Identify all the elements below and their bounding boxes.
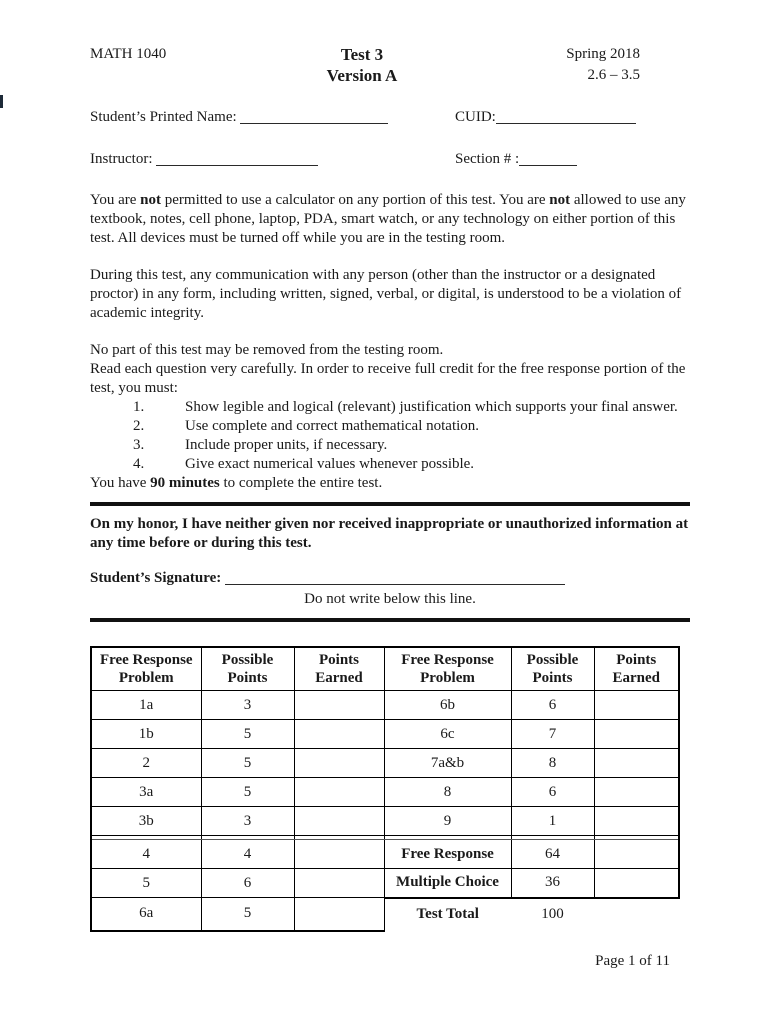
points-earned-cell <box>294 749 384 778</box>
table-row <box>91 749 679 778</box>
possible-points-cell: 7 <box>511 720 594 749</box>
col-header: Points Earned <box>294 647 384 691</box>
points-earned-cell <box>594 778 679 807</box>
possible-points-cell: 3 <box>201 807 294 836</box>
test-title-block <box>327 44 398 86</box>
problem-cell: 6c <box>384 720 511 749</box>
p1-bold-not: not <box>549 192 571 208</box>
credit-requirements-intro: Read each question very carefully. In order to receive full credit for the free response portion of the test, you must: <box>90 361 686 396</box>
possible-points-cell: 5 <box>201 898 294 931</box>
points-earned-cell <box>594 749 679 778</box>
score-table-header-row <box>91 647 679 691</box>
term-block <box>425 44 690 86</box>
list-text: Give exact numerical values whenever possible. <box>185 456 475 472</box>
problem-cell: 1a <box>91 691 201 720</box>
points-earned-cell <box>594 898 679 931</box>
credit-requirements-block <box>90 360 690 493</box>
points-earned-cell <box>294 869 384 898</box>
points-earned-cell <box>294 778 384 807</box>
score-table <box>90 646 680 932</box>
removal-policy-paragraph: No part of this test may be removed from the testing room. <box>90 342 444 358</box>
signature-row <box>90 569 690 589</box>
possible-points-cell: 8 <box>511 749 594 778</box>
divider-rule-top <box>90 502 690 506</box>
problem-cell: 9 <box>384 807 511 836</box>
possible-points-cell: 6 <box>511 778 594 807</box>
points-earned-cell <box>594 840 679 869</box>
possible-points-cell: 3 <box>201 691 294 720</box>
possible-points-cell: 1 <box>511 807 594 836</box>
list-text: Include proper units, if necessary. <box>185 437 388 453</box>
summary-label-cell: Multiple Choice <box>384 869 511 898</box>
table-row <box>91 778 679 807</box>
honor-statement: On my honor, I have neither given nor received inappropriate or unauthorized information at any time before or during this test. <box>90 516 689 551</box>
list-number: 3. <box>133 437 145 453</box>
col-header: Possible Points <box>201 647 294 691</box>
list-text: Use complete and correct mathematical notation. <box>185 418 480 434</box>
calculator-policy-paragraph <box>90 191 690 248</box>
instructor-blank <box>156 165 318 166</box>
signature-label: Student’s Signature: <box>90 570 222 586</box>
list-number: 1. <box>133 399 145 415</box>
test-version: Version A <box>326 66 398 85</box>
divider-rule-bottom <box>90 618 690 622</box>
points-earned-cell <box>594 807 679 836</box>
col-header: Possible Points <box>511 647 594 691</box>
printed-name-label: Student’s Printed Name: <box>90 109 237 125</box>
list-item <box>90 436 690 455</box>
possible-points-cell: 5 <box>201 749 294 778</box>
section-label: Section # : <box>455 151 520 167</box>
possible-points-cell: 100 <box>511 898 594 931</box>
page-content <box>90 44 690 932</box>
possible-points-cell: 6 <box>511 691 594 720</box>
table-row <box>91 840 679 869</box>
list-text: Show legible and logical (relevant) justification which supports your final answer. <box>185 399 678 415</box>
problem-cell: 6a <box>91 898 201 931</box>
list-item <box>90 455 690 474</box>
printed-name-blank <box>240 123 388 124</box>
table-row <box>91 720 679 749</box>
sections-covered: 2.6 – 3.5 <box>587 67 640 83</box>
col-header: Points Earned <box>594 647 679 691</box>
col-header: Free Response Problem <box>91 647 201 691</box>
points-earned-cell <box>294 898 384 931</box>
closing-text: to complete the entire test. <box>219 475 383 491</box>
problem-cell: 2 <box>91 749 201 778</box>
table-row <box>91 898 679 931</box>
requirements-list <box>90 398 690 474</box>
scan-artifact <box>0 95 3 108</box>
possible-points-cell: 6 <box>201 869 294 898</box>
communication-policy-paragraph: During this test, any communication with any person (other than the instructor or a designated proctor) in any form, including written, signed, verbal, or digital, is understood to be a violation of academic integrity. <box>90 267 682 321</box>
points-earned-cell <box>294 807 384 836</box>
table-row <box>91 869 679 898</box>
list-item <box>90 398 690 417</box>
points-earned-cell <box>294 840 384 869</box>
instructor-section-row <box>90 150 690 170</box>
problem-cell: 8 <box>384 778 511 807</box>
do-not-write-note: Do not write below this line. <box>304 591 476 607</box>
col-header: Free Response Problem <box>384 647 511 691</box>
table-row <box>91 691 679 720</box>
possible-points-cell: 4 <box>201 840 294 869</box>
problem-cell: 4 <box>91 840 201 869</box>
p1-text: allowed to use any textbook, notes, cell phone, laptop, PDA, smart watch, or any technology on either portion of this test. All devices must be turned off while you are in the testing room. <box>90 192 686 246</box>
problem-cell: 3b <box>91 807 201 836</box>
problem-cell: 7a&b <box>384 749 511 778</box>
problem-cell: 3a <box>91 778 201 807</box>
p1-text: permitted to use a calculator on any portion of this test. You are <box>161 192 550 208</box>
list-number: 4. <box>133 456 145 472</box>
problem-cell: 1b <box>91 720 201 749</box>
table-row <box>91 807 679 836</box>
term: Spring 2018 <box>566 46 640 62</box>
problem-cell: 6b <box>384 691 511 720</box>
page-header <box>90 44 690 86</box>
section-blank <box>519 165 577 166</box>
name-cuid-row <box>90 108 690 128</box>
closing-text: You have <box>90 475 151 491</box>
possible-points-cell: 5 <box>201 778 294 807</box>
points-earned-cell <box>594 720 679 749</box>
points-earned-cell <box>294 691 384 720</box>
possible-points-cell: 36 <box>511 869 594 898</box>
summary-label-cell: Test Total <box>384 898 511 931</box>
points-earned-cell <box>294 720 384 749</box>
possible-points-cell: 5 <box>201 720 294 749</box>
points-earned-cell <box>594 869 679 898</box>
cuid-label: CUID: <box>455 109 496 125</box>
closing-bold-minutes: 90 minutes <box>150 475 220 491</box>
page-number: Page 1 of 11 <box>595 953 670 969</box>
p1-bold-not: not <box>140 192 161 208</box>
problem-cell: 5 <box>91 869 201 898</box>
cuid-blank <box>496 123 636 124</box>
instructor-label: Instructor: <box>90 151 153 167</box>
p1-text: You are <box>90 192 141 208</box>
cuid-group <box>455 108 636 127</box>
test-title: Test 3 <box>340 45 384 64</box>
time-limit-line <box>90 474 690 493</box>
summary-label-cell: Free Response <box>384 840 511 869</box>
course-code: MATH 1040 <box>90 46 167 62</box>
points-earned-cell <box>594 691 679 720</box>
list-number: 2. <box>133 418 145 434</box>
signature-blank <box>225 584 565 585</box>
possible-points-cell: 64 <box>511 840 594 869</box>
section-group <box>455 150 577 169</box>
list-item <box>90 417 690 436</box>
